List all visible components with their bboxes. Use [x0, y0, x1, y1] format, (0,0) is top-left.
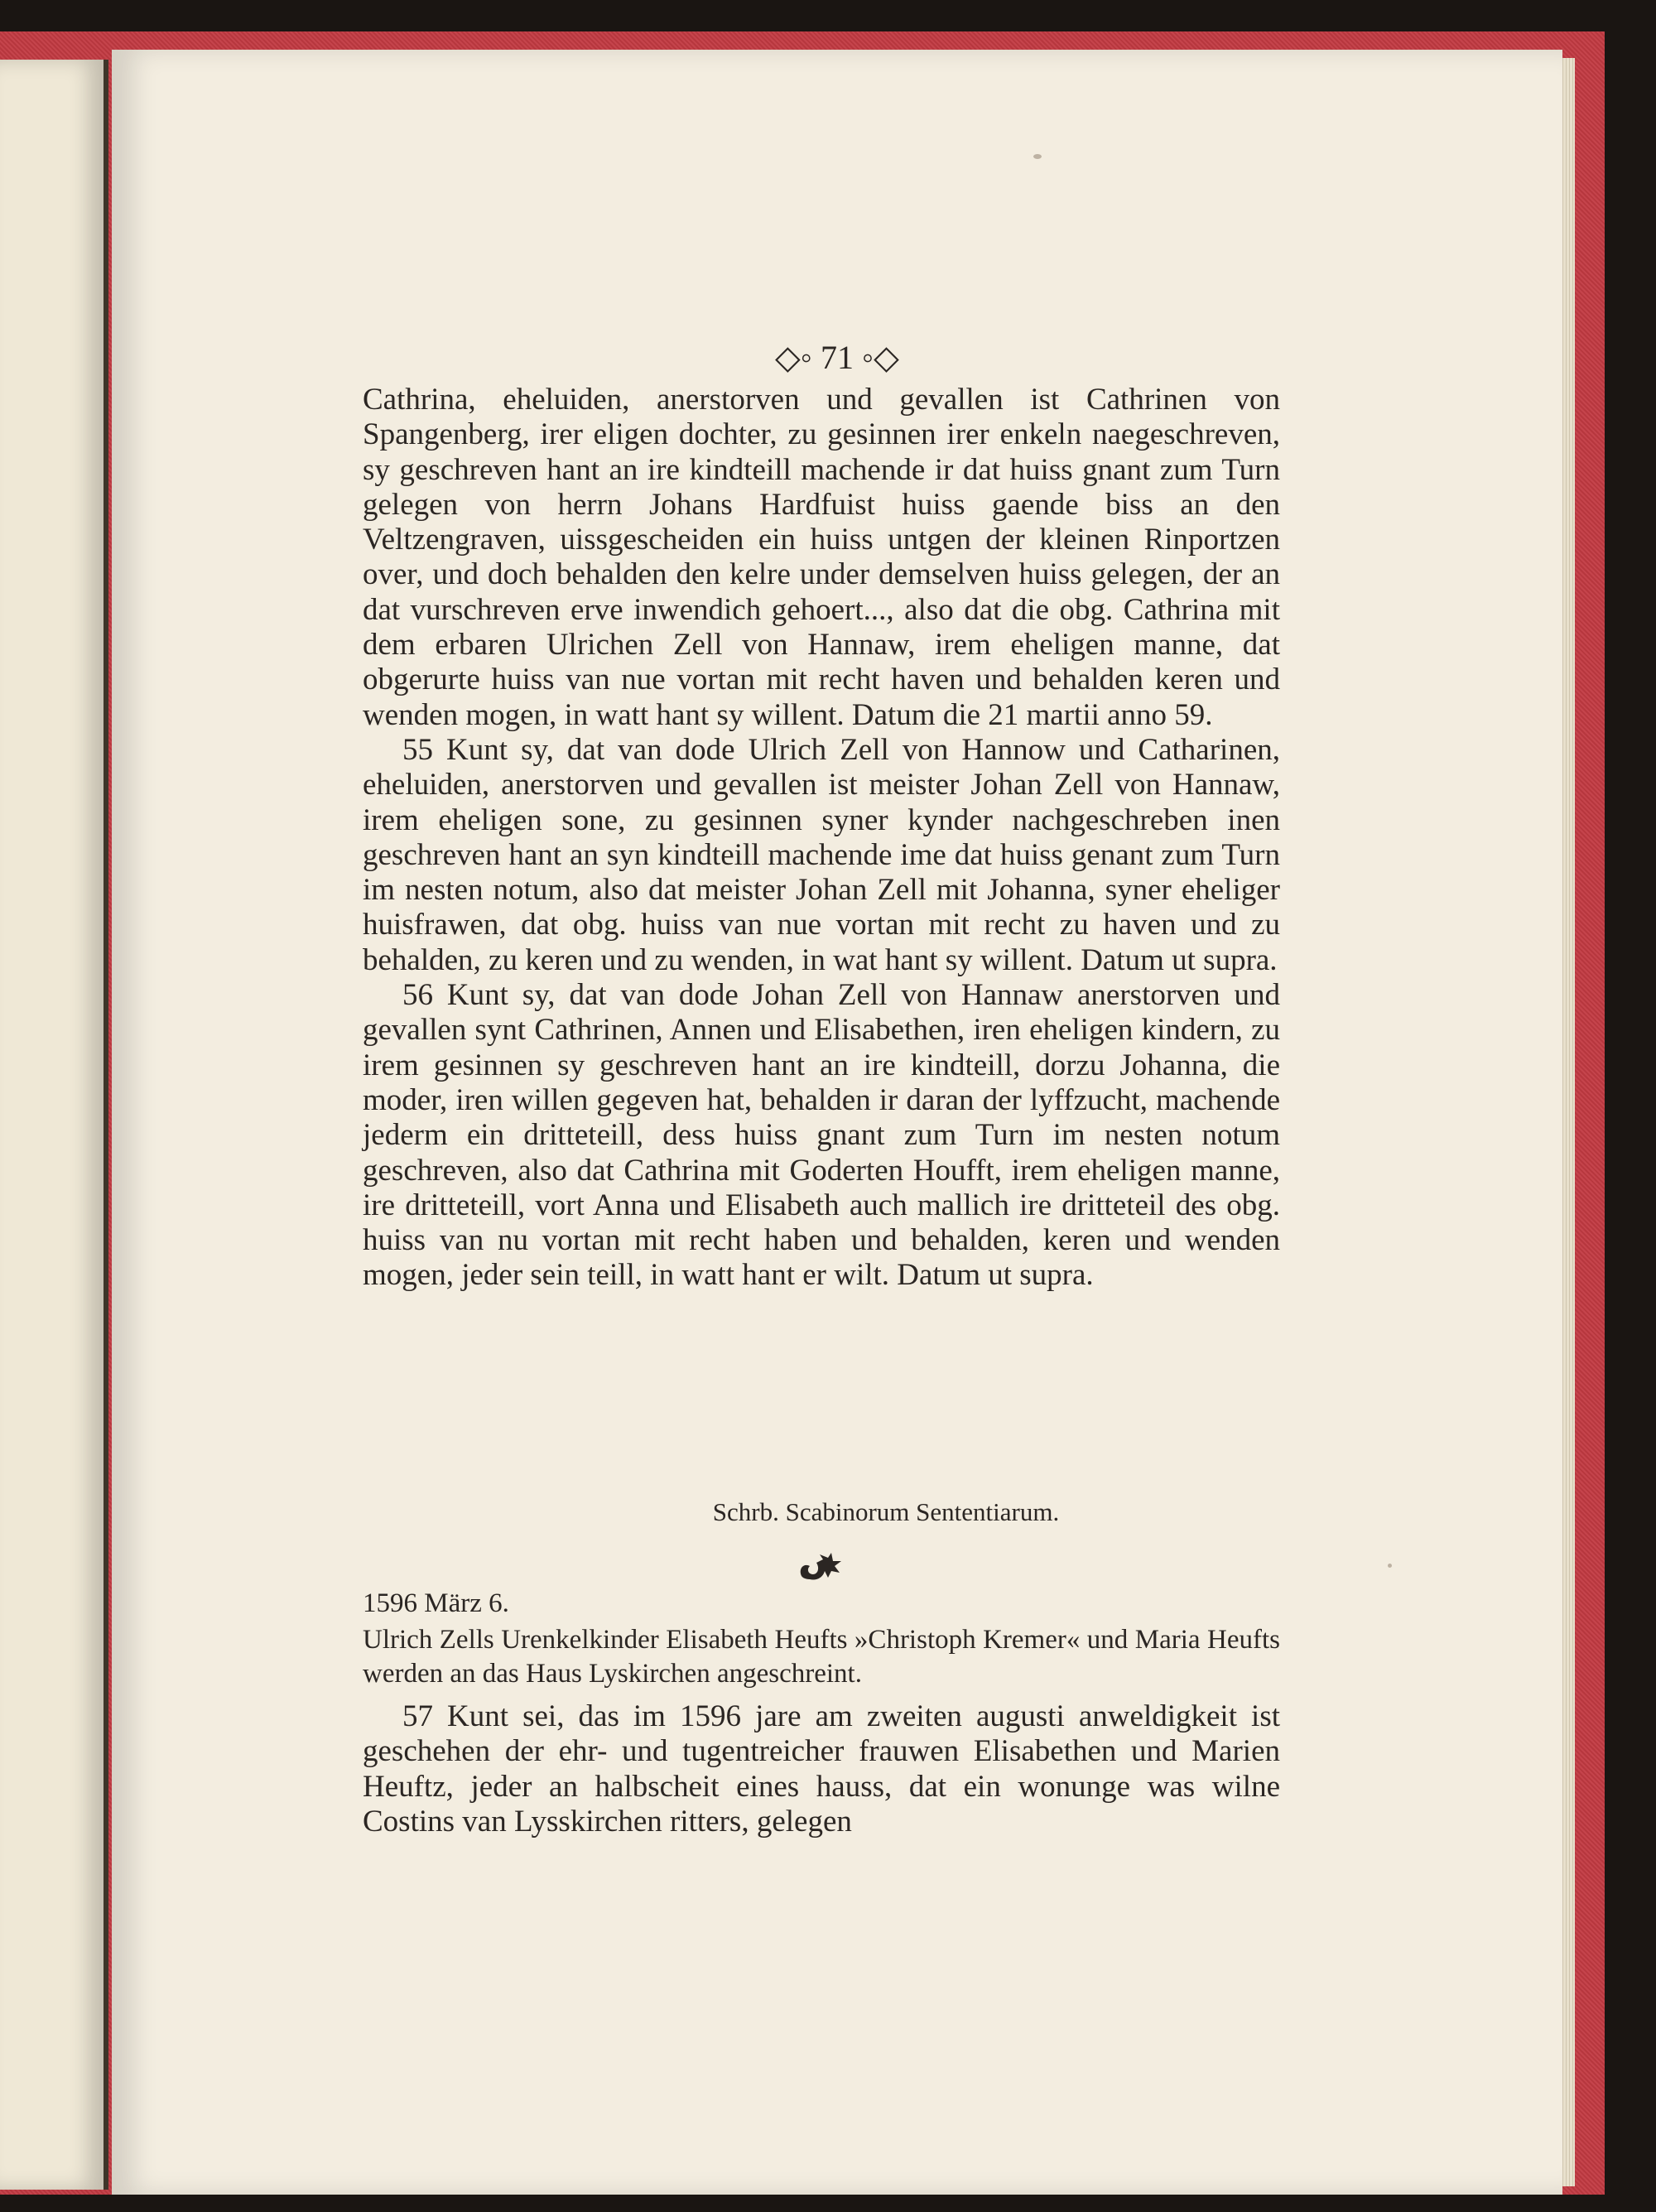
- paragraph-56: 56 Kunt sy, dat van dode Johan Zell von Hannaw anerstorven und gevallen synt Cathrinen, Annen und Elisabethen, iren eheligen kindern, zu irem gesinnen sy geschreven hant an ire kindteill, dorzu Johanna, die moder, iren willen gegeven hat, behalden ir daran der lyffzucht, machende jederm ein dritteteill, dess huiss gnant zum Turn im nesten notum geschreven, also dat Cathrina mit Goderten Houfft, irem eheligen manne, ire dritteteill, vort Anna und Elisabeth auch mallich ire dritteteil des obg. huiss van nu vortan mit recht haben und behalden, keren und wenden mogen, jeder sein teill, in watt hant er wilt. Datum ut supra.: [363, 978, 1280, 1293]
- entry-date: 1596 März 6.: [363, 1588, 509, 1618]
- paragraph-continuation: Cathrina, eheluiden, anerstorven und gevallen ist Cathrinen von Spangenberg, irer eligen dochter, zu gesinnen irer enkeln naegeschreven, sy geschreven hant an ire kindteill machende ir dat huiss gnant zum Turn gelegen von herrn Johans Hardfuist huiss gaende biss an den Veltzengraven, uissgescheiden ein huiss untgen der kleinen Rinportzen over, und doch behalden den kelre under demselven huiss gelegen, der an dat vurschreven erve inwendich gehoert..., also dat die obg. Cathrina mit dem erbaren Ulrichen Zell von Hannaw, irem eheligen manne, dat obgerurte huiss van nue vortan mit recht haven und behalden keren und wenden mogen, in watt hant sy willent. Datum die 21 martii anno 59.: [363, 383, 1280, 732]
- source-citation: [0, 1497, 1656, 1527]
- spine-gutter: [104, 60, 108, 2190]
- source-citation-text: Schrb. Scabinorum Sententiarum.: [712, 1497, 1060, 1526]
- fleuron-ornament-icon: [795, 1551, 845, 1586]
- regest-summary: Ulrich Zells Urenkelkinder Elisabeth Heufts »Christoph Kremer« und Maria Heufts werden an das Haus Lyskirchen angeschreint.: [363, 1625, 1280, 1689]
- paper-speck: [1033, 154, 1042, 159]
- page-number: ◇◦ 71 ◦◇: [775, 339, 899, 376]
- paper-speck: [1388, 1564, 1392, 1568]
- paragraph-57: 57 Kunt sei, das im 1596 jare am zweiten augusti anweldigkeit ist geschehen der ehr- und tugentreicher frauwen Elisabethen und Marien Heuftz, jeder an halbscheit eines hauss, dat ein wonunge was wilne Costins van Lysskirchen ritters, gelegen: [363, 1699, 1280, 1839]
- main-text: [363, 383, 1280, 1294]
- left-page-edge: [0, 60, 107, 2190]
- document-57: [363, 1699, 1280, 1839]
- paragraph-55: 55 Kunt sy, dat van dode Ulrich Zell von Hannow und Catharinen, eheluiden, anerstorven und gevallen ist meister Johan Zell von Hannaw, irem eheligen sone, zu gesinnen syner kynder nachgeschreben inen geschreven hant an syn kindteill machende ime dat huiss genant zum Turn im nesten notum, also dat meister Johan Zell mit Johanna, syner eheliger huisfrawen, dat obg. huiss van nue vortan mit recht zu haven und zu behalden, zu keren und zu wenden, in wat hant sy willent. Datum ut supra.: [363, 732, 1280, 977]
